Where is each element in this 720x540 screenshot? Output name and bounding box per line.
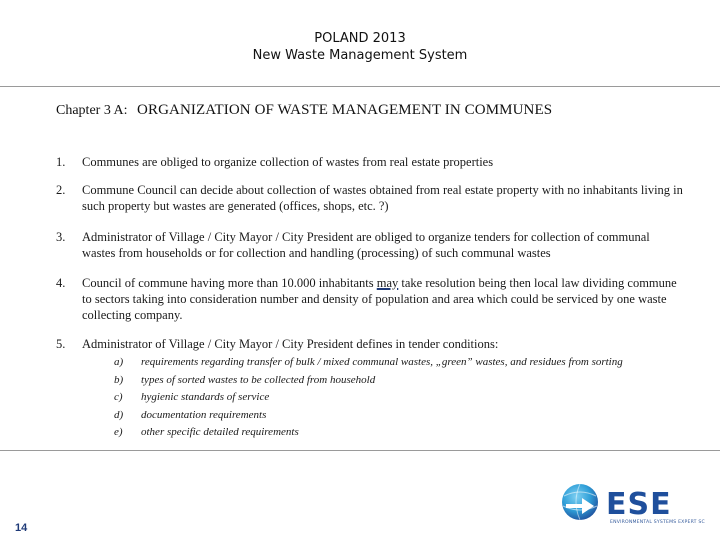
list-item-text	[82, 275, 686, 323]
list-item-number: 3.	[56, 230, 66, 244]
condition-letter: a)	[114, 356, 124, 368]
logo-wordmark: ESE	[606, 487, 672, 522]
list-item-number: 5.	[56, 337, 66, 351]
condition-text: hygienic standards of service	[141, 391, 270, 403]
condition-letter: d)	[114, 408, 124, 421]
header-subtitle: New Waste Management System	[252, 48, 468, 63]
list-item-text: Commune Council can decide about collection of wastes obtained from real estate property with no inhabitants living in such property but wastes are generated (offices, shops, etc. ?)	[82, 183, 683, 213]
condition-item	[114, 354, 704, 372]
condition-letter: e)	[114, 426, 123, 438]
header-title: POLAND 2013	[314, 31, 406, 46]
condition-letter: c)	[114, 391, 123, 403]
condition-text: types of sorted wastes to be collected from household	[141, 373, 376, 386]
chapter-label: Chapter 3 A:	[56, 103, 128, 118]
chapter-heading	[56, 102, 696, 119]
condition-letter: b)	[114, 373, 124, 386]
list-item-text-end: take resolution being then local law dividing commune to sectors taking into consideration number and density of population and area which could be serviced by one waste collecting company.	[82, 276, 677, 322]
condition-item	[114, 424, 704, 442]
condition-text: requirements regarding transfer of bulk / mixed communal wastes, „green” wastes, and residues from sorting	[141, 356, 623, 368]
page-number: 14	[15, 522, 28, 534]
page-header	[0, 30, 720, 64]
chapter-title: ORGANIZATION OF WASTE MANAGEMENT IN COMMUNES	[137, 102, 553, 118]
tender-conditions-list	[114, 354, 704, 442]
condition-item	[114, 407, 704, 425]
list-item-text: Administrator of Village / City Mayor / City President are obliged to organize tenders for collection of communal wastes from households or for collection and handling (processing) of such communal wastes	[82, 230, 650, 260]
list-item-text-start: Council of commune having more than 10.000 inhabitants	[82, 276, 377, 290]
list-item	[56, 275, 686, 323]
condition-item	[114, 389, 704, 407]
list-item	[56, 182, 686, 214]
condition-item	[114, 372, 704, 390]
list-item	[56, 336, 686, 352]
condition-text: documentation requirements	[141, 408, 267, 421]
list-item-text: Communes are obliged to organize collection of wastes from real estate properties	[82, 155, 494, 169]
footer-divider	[0, 450, 720, 451]
list-item-number: 4.	[56, 276, 66, 290]
logo-tagline: ENVIRONMENTAL SYSTEMS EXPERT SC	[610, 520, 705, 525]
list-item-number: 1.	[56, 155, 66, 169]
globe-arrow-icon	[562, 484, 598, 520]
header-divider	[0, 86, 720, 87]
list-item-number: 2.	[56, 183, 66, 197]
condition-text: other specific detailed requirements	[141, 426, 299, 438]
emphasis-may: may	[376, 276, 399, 290]
list-item	[56, 154, 686, 170]
list-item	[56, 229, 686, 261]
list-item-text: Administrator of Village / City Mayor / City President defines in tender conditions:	[82, 337, 499, 351]
